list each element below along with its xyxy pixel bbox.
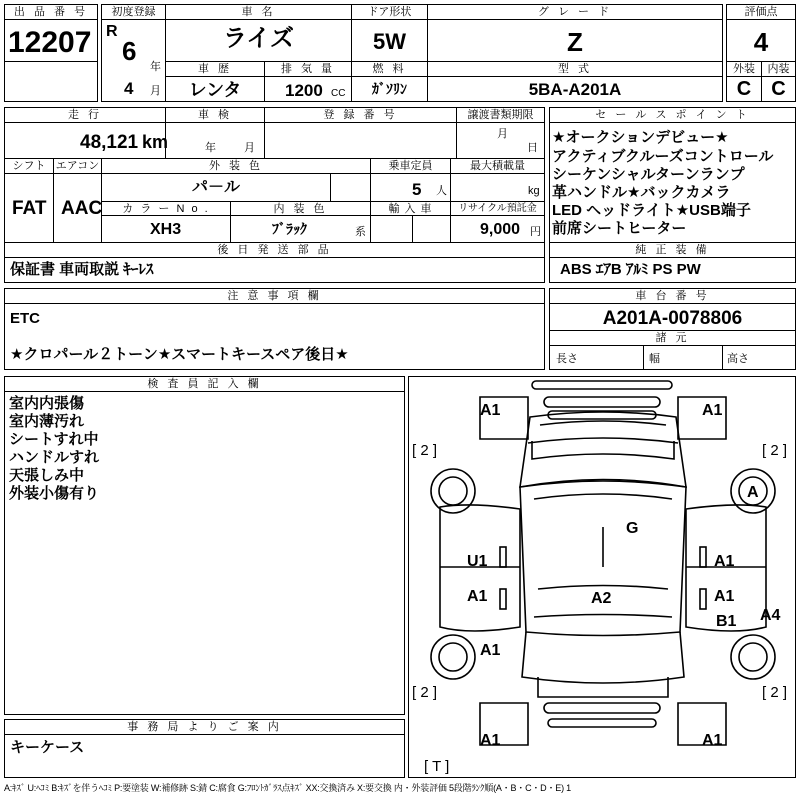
inspector-note: 天張しみ中 <box>9 467 85 484</box>
spec-width: 幅 <box>649 353 660 365</box>
spec-height: 高さ <box>727 353 749 365</box>
inspector-note: 外装小傷有り <box>9 485 100 502</box>
displacement-unit: CC <box>331 88 346 99</box>
car-name-label: 車 名 <box>241 6 276 18</box>
caution-line-1: ETC <box>10 310 40 327</box>
car-name: ライズ <box>222 25 295 52</box>
dmg-rear-left-wheel: A1 <box>480 642 501 659</box>
max-load-unit: kg <box>528 185 540 197</box>
sales-point: ★オークションデビュー★ <box>552 129 729 146</box>
chassis-number: A201A-0078806 <box>602 308 743 329</box>
transfer-month-unit: 月 <box>497 128 508 140</box>
first-reg-label: 初度登録 <box>111 6 156 18</box>
mileage-unit: km <box>142 132 169 152</box>
capacity: 5 <box>412 180 422 199</box>
displacement-label: 排 気 量 <box>280 63 336 75</box>
reg-year: 6 <box>122 36 137 66</box>
dmg-windshield: G <box>626 520 639 537</box>
tire-rr: [ 2 ] <box>762 684 788 701</box>
genuine-equip-label: 純 正 装 備 <box>635 244 710 256</box>
inspector-note: 室内内張傷 <box>9 395 85 412</box>
aircon: AAC <box>61 198 103 219</box>
color-no: XH3 <box>150 221 182 238</box>
later-parts-label: 後 日 発 送 部 品 <box>217 244 332 256</box>
interior-score: C <box>771 78 786 100</box>
exterior-score: C <box>736 78 752 100</box>
chassis-label: 車 台 番 号 <box>635 290 710 302</box>
capacity-label: 乗車定員 <box>388 160 433 172</box>
eval-label: 評価点 <box>744 6 778 18</box>
car-damage-diagram <box>410 377 796 777</box>
mileage: 48,121 <box>80 132 139 153</box>
dmg-rear-right: A1 <box>702 732 723 749</box>
lot-no-label: 出 品 番 号 <box>13 6 89 18</box>
eval-score: 4 <box>753 27 769 57</box>
dmg-right-front-door: A1 <box>714 553 735 570</box>
import-label: 輸 入 車 <box>388 203 433 215</box>
interior-label: 内装 <box>767 63 790 75</box>
recycle-label: リサイクル預託金 <box>458 203 537 214</box>
dmg-right-quarter: A4 <box>760 607 781 624</box>
era: R <box>106 23 118 40</box>
aircon-label: エアコン <box>55 160 100 172</box>
dmg-left-rear-door: A1 <box>467 588 488 605</box>
mileage-label: 走 行 <box>67 109 103 121</box>
color-no-label: カ ラ ー N o . <box>122 203 210 215</box>
tire-rl: [ 2 ] <box>412 684 438 701</box>
max-load-label: 最大積載量 <box>470 160 525 172</box>
shift-label: シフト <box>12 160 46 172</box>
dmg-right-rear-door-2: B1 <box>716 613 737 630</box>
fuel: ｶﾞｿﾘﾝ <box>372 81 407 97</box>
door-label: ドア形状 <box>367 6 412 18</box>
tire-fl: [ 2 ] <box>412 442 438 459</box>
office-label: 事 務 局 よ り ご 案 内 <box>127 721 282 733</box>
sales-point: アクティブクルーズコントロール <box>552 148 774 165</box>
month-unit: 月 <box>150 85 161 97</box>
history-label: 車 歴 <box>197 63 233 75</box>
int-color-label: 内 装 色 <box>273 203 328 215</box>
sales-points-label: セ ー ル ス ポ イ ン ト <box>595 109 750 121</box>
inspection-month-unit: 月 <box>244 142 255 154</box>
inspector-label: 検 査 員 記 入 欄 <box>147 378 262 390</box>
transfer-day-unit: 日 <box>527 142 538 154</box>
capacity-unit: 人 <box>436 185 447 197</box>
genuine-equipment: ABS ｴｱB ｱﾙﾐ PS PW <box>560 261 701 278</box>
reg-month: 4 <box>124 79 134 98</box>
inspection-label: 車 検 <box>197 109 233 121</box>
dmg-front-right: A1 <box>702 402 723 419</box>
sales-point: LED ヘッドライト★USB端子 <box>552 202 751 219</box>
recycle-fee: 9,000 <box>480 221 521 238</box>
dmg-wheel-front-right: A <box>747 484 759 501</box>
office-notice: キーケース <box>10 739 85 756</box>
dmg-left-front-door: U1 <box>467 553 488 570</box>
lot-number: 12207 <box>8 26 92 59</box>
ext-color-label: 外 装 色 <box>208 160 264 172</box>
spec-length: 長さ <box>556 353 578 365</box>
inspector-note: シートすれ中 <box>9 431 99 448</box>
trunk-tag: [ T ] <box>424 758 450 775</box>
sales-point: シーケンシャルターンランプ <box>552 166 745 183</box>
inspector-note: ハンドルすれ <box>9 449 100 466</box>
int-color: ﾌﾞﾗｯｸ <box>272 221 307 237</box>
year-unit: 年 <box>150 61 161 73</box>
transfer-doc-label: 譲渡書類期限 <box>467 109 534 121</box>
caution-line-2: ★クロパール２トーン★スマートキースペア後日★ <box>10 346 349 363</box>
door-type: 5W <box>373 29 406 54</box>
legend: A:ｷｽﾞ U:ﾍｺﾐ B:ｷｽﾞを伴うﾍｺﾐ P:要塗装 W:補修跡 S:錆 C:腐食 G:ﾌﾛﾝﾄｶﾞﾗｽ点ｷｽﾞ XX:交換済み X:要交換 内・外装評価 5段階ﾗﾝｸ順(A・B・C・D・E) 1 <box>4 783 571 793</box>
shift: FAT <box>12 198 47 219</box>
ext-color: パ－ル <box>191 179 240 196</box>
specs-label: 諸 元 <box>655 332 690 344</box>
dmg-rear-left: A1 <box>480 732 501 749</box>
exterior-label: 外装 <box>733 63 755 75</box>
inspection-year-unit: 年 <box>205 142 216 154</box>
later-parts: 保証書 車両取説 ｷｰﾚｽ <box>10 261 154 278</box>
grade: Z <box>567 27 583 57</box>
history: レンタ <box>188 80 242 100</box>
model-code-label: 型 式 <box>557 63 593 75</box>
model-code: 5BA-A201A <box>528 80 622 99</box>
recycle-unit: 円 <box>530 226 541 238</box>
dmg-front-left: A1 <box>480 402 501 419</box>
sales-point: 前席シートヒーター <box>552 220 687 237</box>
int-color-unit: 系 <box>355 226 366 238</box>
sales-point: 革ハンドル★バックカメラ <box>552 184 731 201</box>
fuel-label: 燃 料 <box>372 63 407 75</box>
caution-label: 注 意 事 項 欄 <box>227 290 322 302</box>
dmg-right-rear-door-1: A1 <box>714 588 735 605</box>
displacement: 1200 <box>285 81 323 100</box>
tire-fr: [ 2 ] <box>762 442 788 459</box>
grade-label: グ レ ー ド <box>537 6 613 18</box>
inspector-note: 室内薄汚れ <box>9 413 85 430</box>
reg-no-label: 登 録 番 号 <box>323 109 398 121</box>
dmg-roof: A2 <box>591 590 612 607</box>
